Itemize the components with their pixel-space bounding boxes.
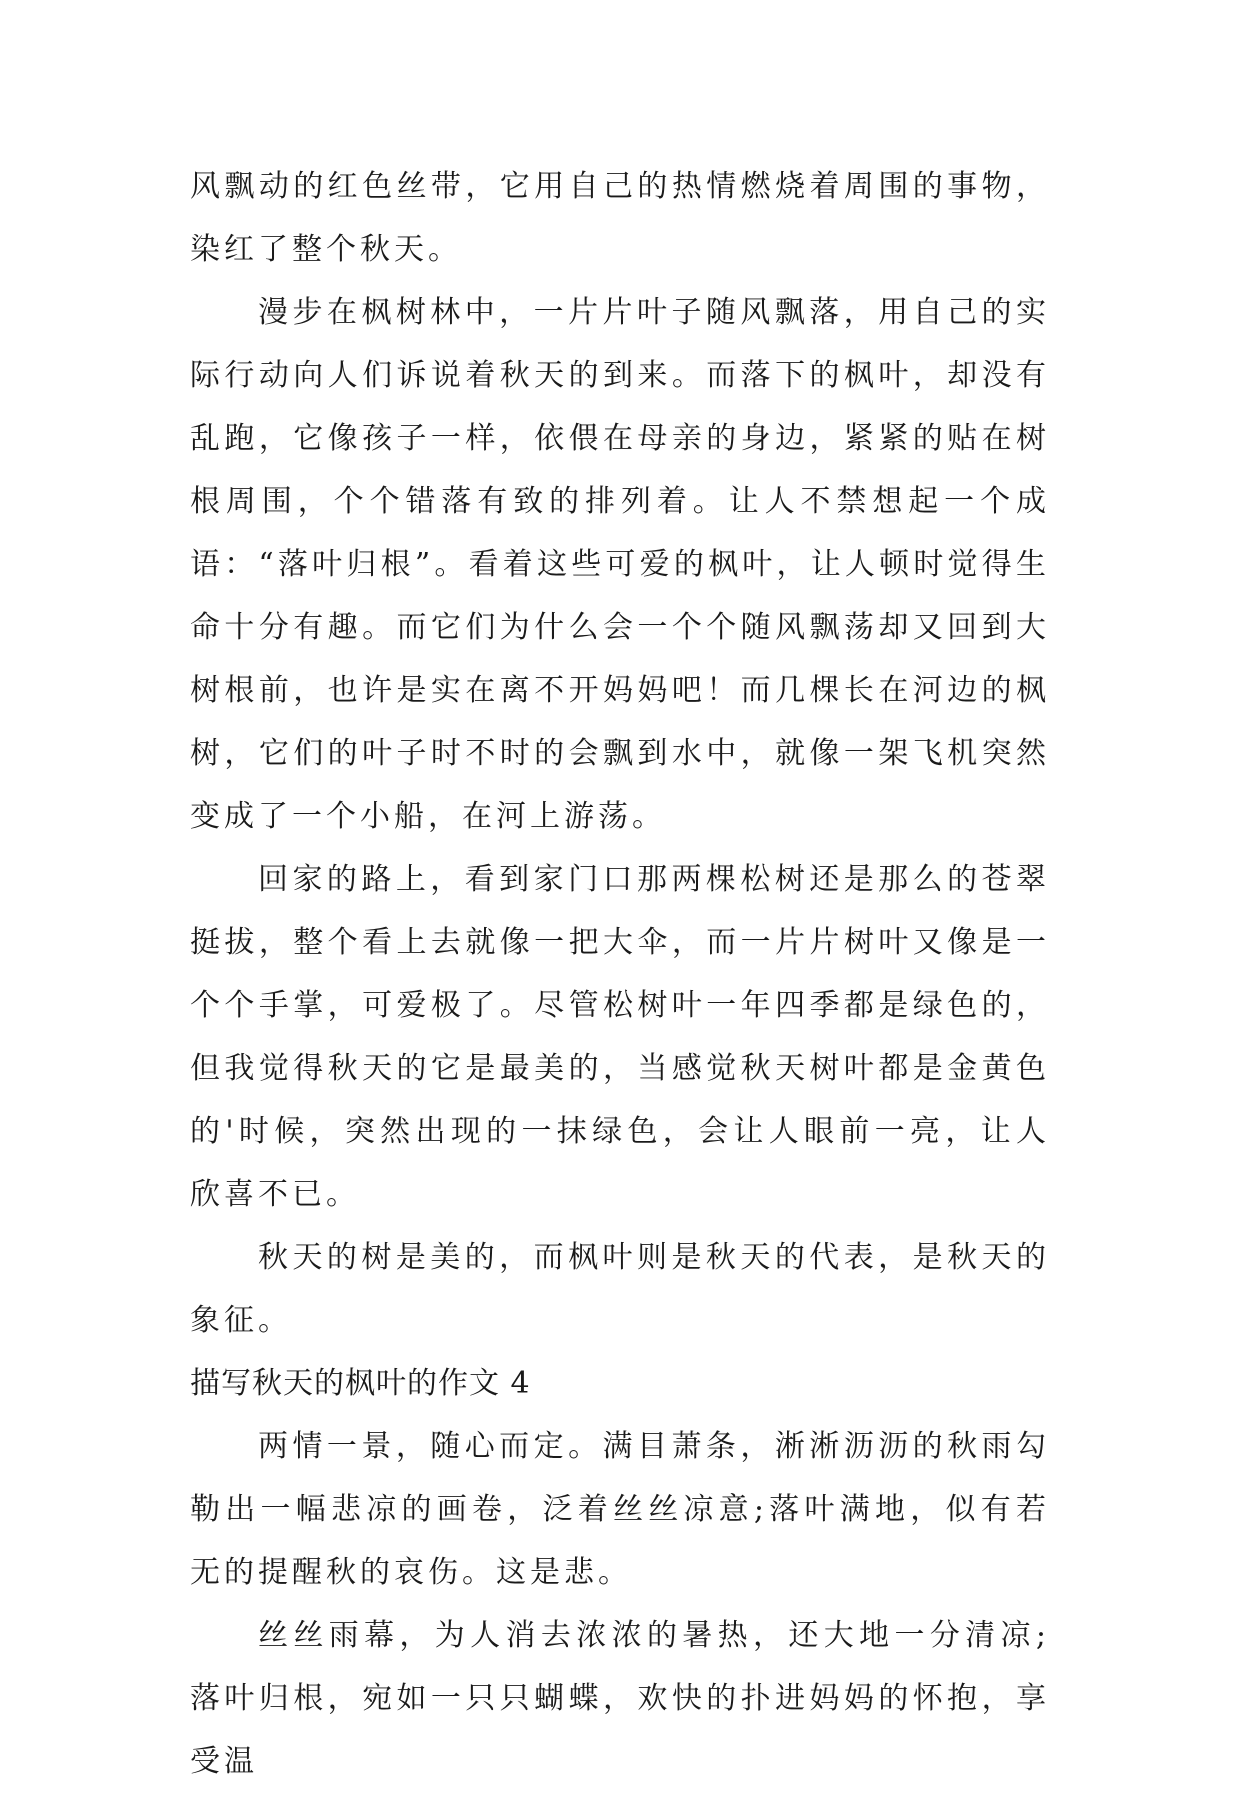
document-body [190,155,1050,1793]
section-heading: 描写秋天的枫叶的作文 4 [190,1366,531,1401]
paragraph-1: 风飘动的红色丝带，它用自己的热情燃烧着周围的事物，染红了整个秋天。 [190,169,1050,267]
paragraph-6: 丝丝雨幕，为人消去浓浓的暑热，还大地一分清凉;落叶归根，宛如一只只蝴蝶，欢快的扑进妈妈的怀抱，享受温 [190,1618,1050,1779]
paragraph-3: 回家的路上，看到家门口那两棵松树还是那么的苍翠挺拔，整个看上去就像一把大伞，而一片片树叶又像是一个个手掌，可爱极了。尽管松树叶一年四季都是绿色的，但我觉得秋天的它是最美的，当感觉秋天树叶都是金黄色的'时候，突然出现的一抹绿色，会让人眼前一亮，让人欣喜不已。 [190,862,1050,1212]
paragraph-2: 漫步在枫树林中，一片片叶子随风飘落，用自己的实际行动向人们诉说着秋天的到来。而落下的枫叶，却没有乱跑，它像孩子一样，依偎在母亲的身边，紧紧的贴在树根周围，个个错落有致的排列着。让人不禁想起一个成语：“落叶归根”。看着这些可爱的枫叶，让人顿时觉得生命十分有趣。而它们为什么会一个个随风飘荡却又回到大树根前，也许是实在离不开妈妈吧！而几棵长在河边的枫树，它们的叶子时不时的会飘到水中，就像一架飞机突然变成了一个小船，在河上游荡。 [190,295,1050,834]
paragraph-4: 秋天的树是美的，而枫叶则是秋天的代表，是秋天的象征。 [190,1240,1050,1338]
paragraph-5: 两情一景，随心而定。满目萧条，淅淅沥沥的秋雨勾勒出一幅悲凉的画卷，泛着丝丝凉意;落叶满地，似有若无的提醒秋的哀伤。这是悲。 [190,1429,1050,1590]
